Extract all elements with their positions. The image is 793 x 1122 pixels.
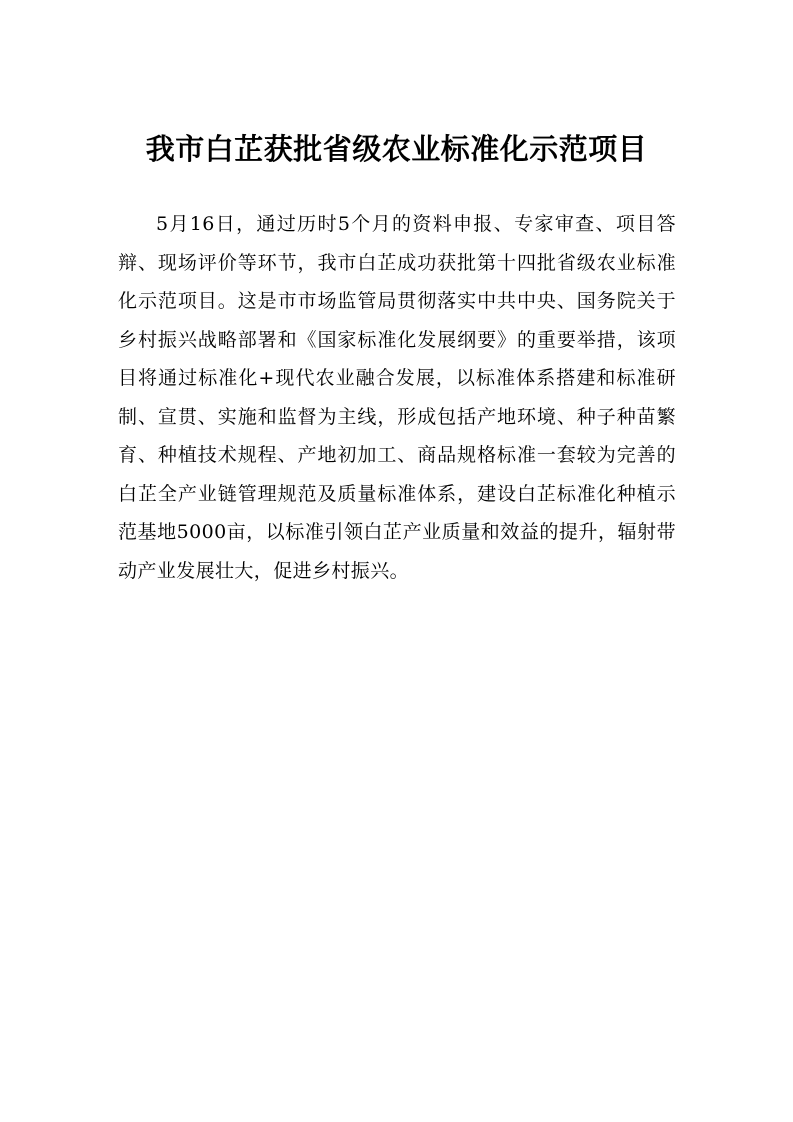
document-title: 我市白芷获批省级农业标准化示范项目 <box>145 132 648 167</box>
body-paragraph: 5月16日，通过历时5个月的资料申报、专家审查、项目答辩、现场评价等环节，我市白芷成功获批第十四批省级农业标准化示范项目。这是市市场监管局贯彻落实中共中央、国务院关于乡村振兴战略部署和《国家标准化发展纲要》的重要举措，该项目将通过标准化+现代农业融合发展，以标准体系搭建和标准研制、宣贯、实施和监督为主线，形成包括产地环境、种子种苗繁育、种植技术规程、产地初加工、商品规格标准一套较为完善的白芷全产业链管理规范及质量标准体系，建设白芷标准化种植示范基地5000亩，以标准引领白芷产业质量和效益的提升，辐射带动产业发展壮大，促进乡村振兴。 <box>118 213 676 582</box>
